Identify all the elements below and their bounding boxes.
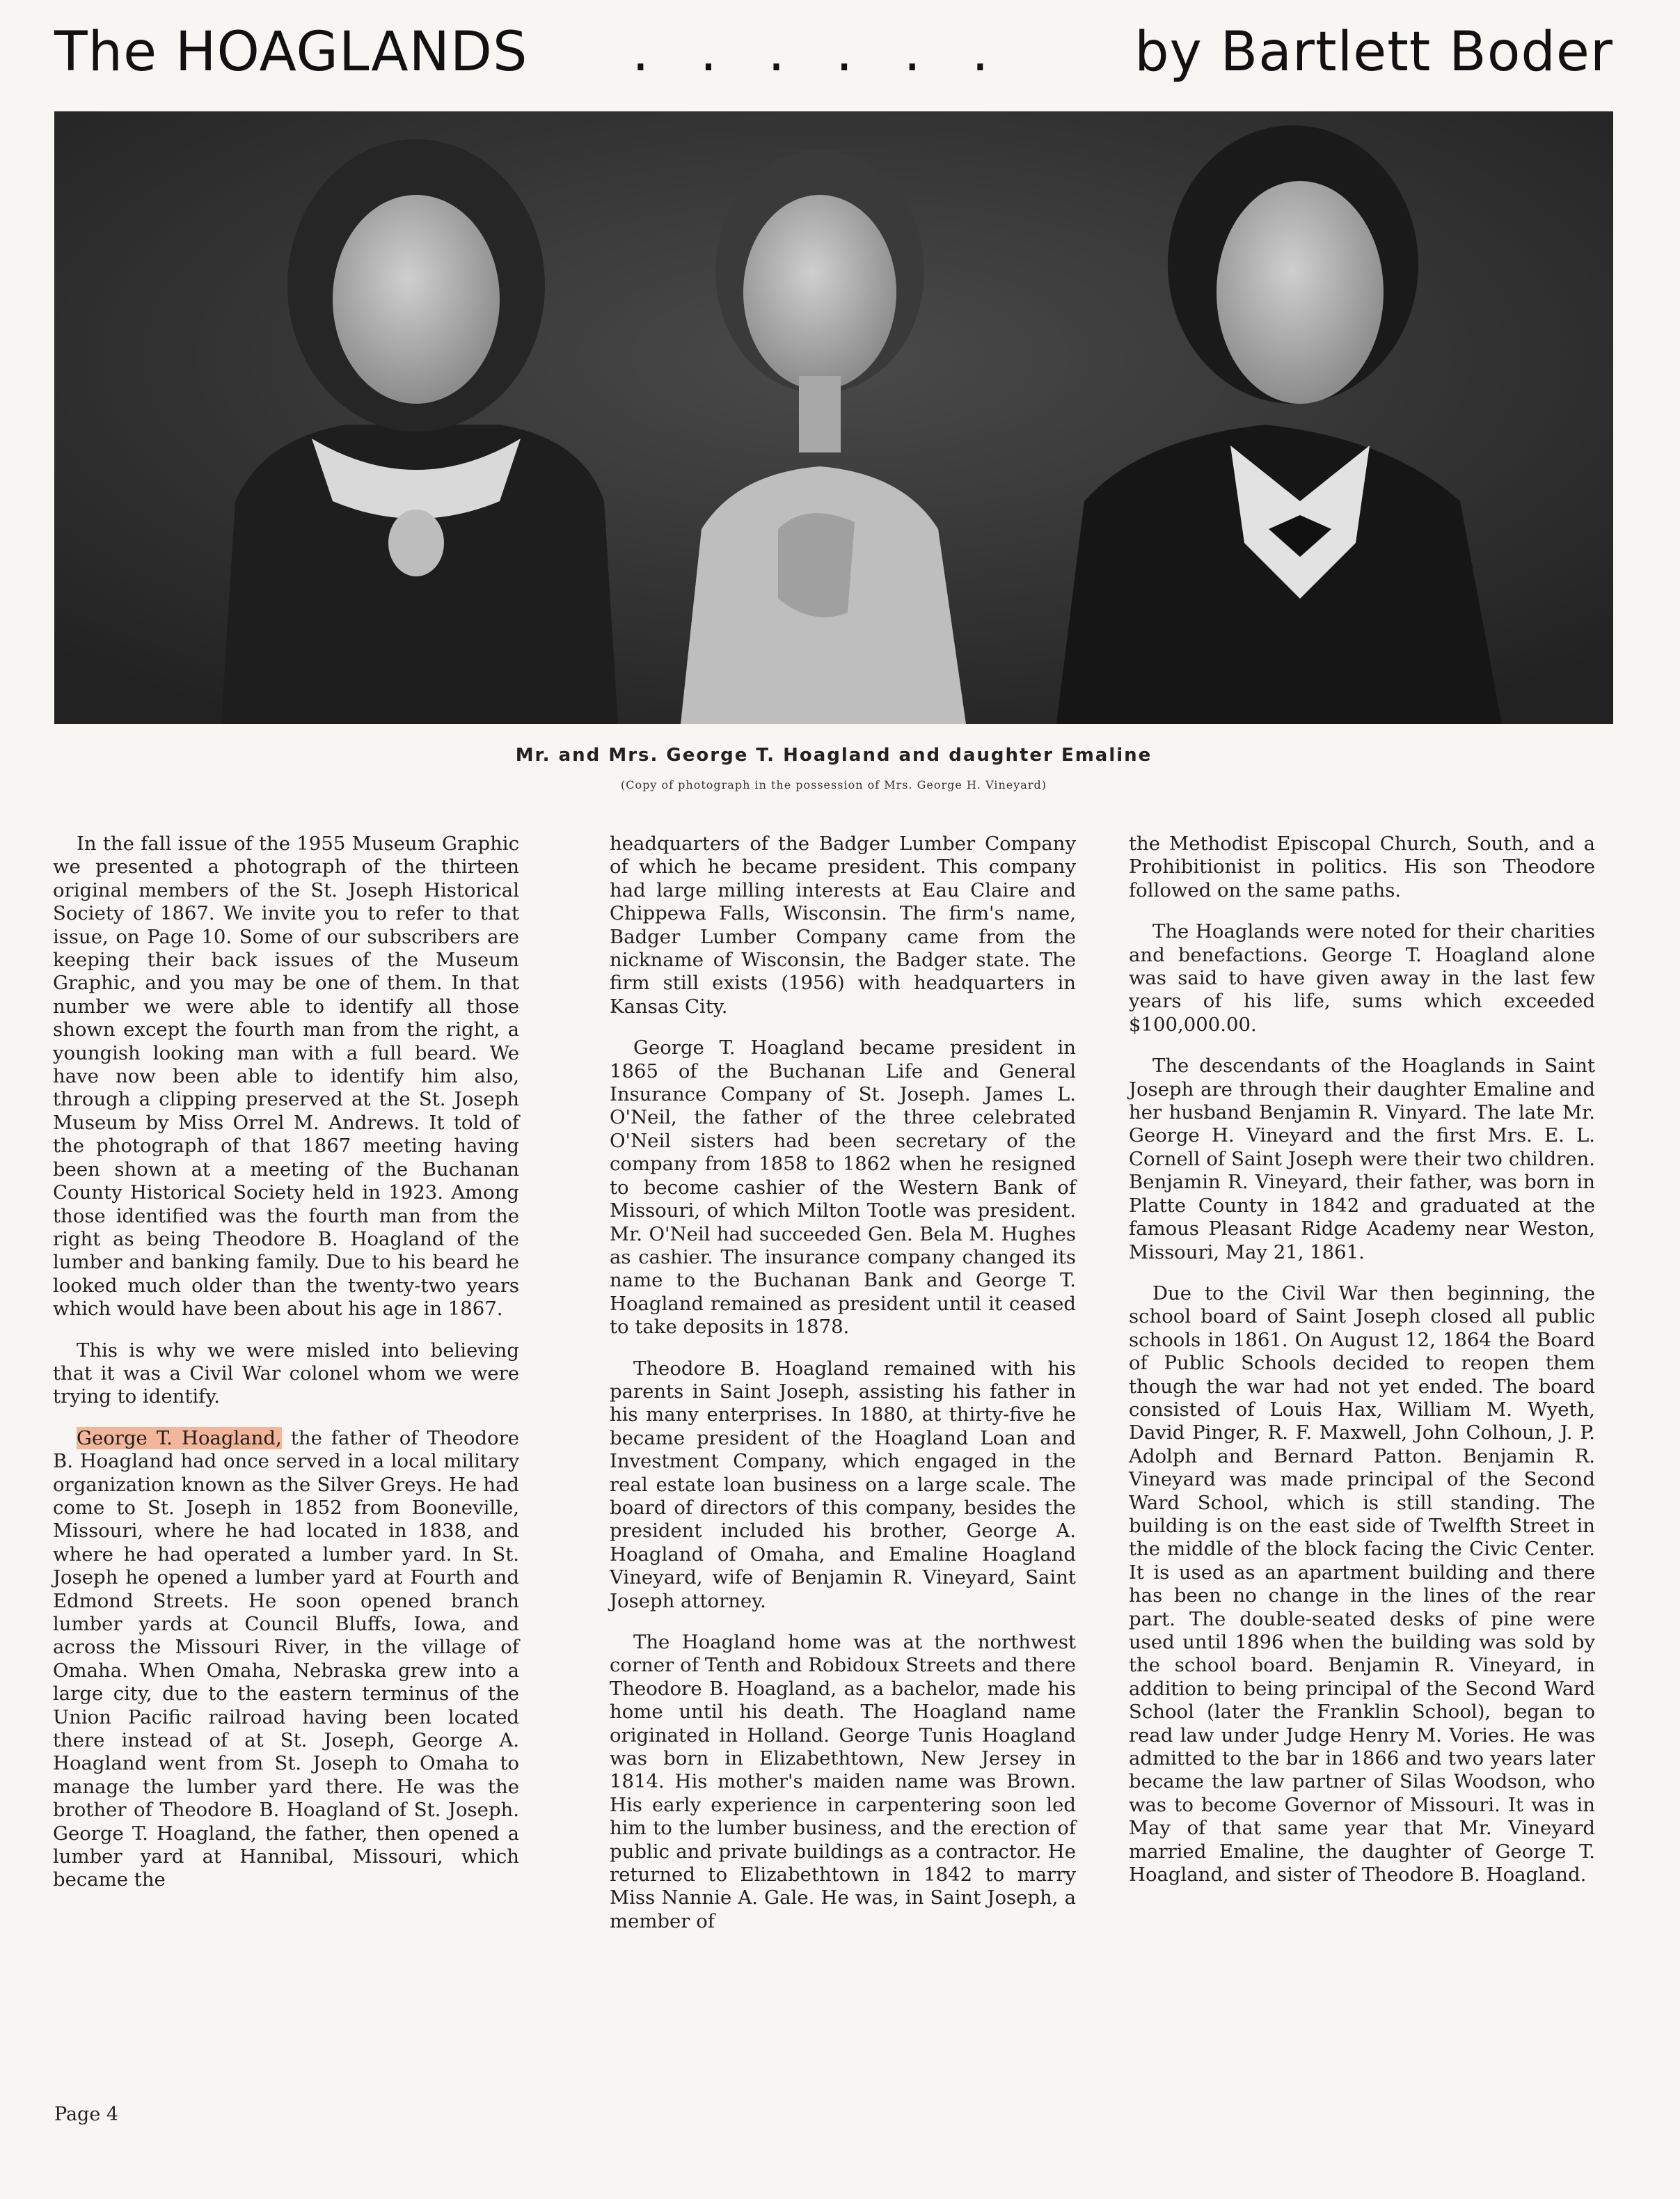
paragraph: The descendants of the Hoaglands in Saint Joseph are through their daughter Emaline and her husband Benjamin R. Vinyard. The late Mr. George H. Vineyard and the first Mrs. E. L. Cornell of Saint Joseph were their two children. Benjamin R. Vineyard, their father, was born in Platte County in 1842 and graduated at the famous Pleasant Ridge Academy near Weston, Missouri, May 21, 1861.: [1129, 1055, 1595, 1263]
author-byline: by Bartlett Boder: [1134, 21, 1613, 84]
title-leader-dots: . . . . . .: [632, 21, 1006, 84]
paragraph: The Hoagland home was at the northwest corner of Tenth and Robidoux Streets and there Theodore B. Hoagland, as a bachelor, made his home until his death. The Hoagland name originated in Holland. George Tunis Hoagland was born in Elizabethtown, New Jersey in 1814. His mother's maiden name was Brown. His early experience in carpentering soon led him to the lumber business, and the erection of public and private buildings as a contractor. He returned to Elizabethtown in 1842 to marry Miss Nannie A. Gale. He was, in Saint Joseph, a member of: [610, 1631, 1076, 1932]
highlighted-name: George T. Hoagland,: [77, 1426, 282, 1449]
photo-credit: (Copy of photograph in the possession of Mrs. George H. Vineyard): [621, 778, 1047, 791]
photo-caption: Mr. and Mrs. George T. Hoagland and daughter Emaline: [515, 745, 1152, 766]
paragraph: George T. Hoagland became president in 1865 of the Buchanan Life and General Insurance Company of St. Joseph. James L. O'Neil, the father of the three celebrated O'Neil sisters had been secretary of the company from 1858 to 1862 when he resigned to become cashier of the Western Bank of Missouri, of which Milton Tootle was president. Mr. O'Neil had succeeded Gen. Bela M. Hughes as cashier. The insurance company changed its name to the Buchanan Bank and George T. Hoagland remained as president until it ceased to take deposits in 1878.: [610, 1037, 1076, 1339]
article-column-2: [610, 833, 1076, 1951]
paragraph: the Methodist Episcopal Church, South, and a Prohibitionist in politics. His son Theodore followed on the same paths.: [1129, 833, 1595, 901]
paragraph: This is why we were misled into believing that it was a Civil War colonel whom we were trying to identify.: [53, 1339, 519, 1408]
family-portrait-photo: [54, 111, 1613, 724]
headline: [54, 21, 1613, 90]
paragraph: In the fall issue of the 1955 Museum Graphic we presented a photograph of the thirteen original members of the St. Joseph Historical Society of 1867. We invite you to refer to that issue, on Page 10. Some of our subscribers are keeping their back issues of the Museum Graphic, and you may be one of them. In that number we were able to identify all those shown except the fourth man from the right, a youngish looking man with a full beard. We have now been able to identify him also, through a clipping preserved at the St. Joseph Museum by Miss Orrel M. Andrews. It told of the photograph of that 1867 meeting having been shown at a meeting of the Buchanan County Historical Society held in 1923. Among those identified was the fourth man from the right as being Theodore B. Hoagland of the lumber and banking family. Due to his beard he looked much older than the twenty-two years which would have been about his age in 1867.: [53, 833, 519, 1321]
article-column-3: [1129, 833, 1595, 1905]
paragraph: The Hoaglands were noted for their charities and benefactions. George T. Hoagland alone was said to have given away in the last few years of his life, sums which exceeded $100,000.00.: [1129, 920, 1595, 1036]
paragraph-text: the father of Theodore B. Hoagland had once served in a local military organization known as the Silver Greys. He had come to St. Joseph in 1852 from Booneville, Missouri, where he had located in 1838, and where he had operated a lumber yard. In St. Joseph he opened a lumber yard at Fourth and Edmond Streets. He soon opened branch lumber yards at Council Bluffs, Iowa, and across the Missouri River, in the village of Omaha. When Omaha, Nebraska grew into a large city, due to the eastern terminus of the Union Pacific railroad having been located there instead of at St. Joseph, George A. Hoagland went from St. Joseph to Omaha to manage the lumber yard there. He was the brother of Theodore B. Hoagland of St. Joseph. George T. Hoagland, the father, then opened a lumber yard at Hannibal, Missouri, which became the: [53, 1426, 519, 1891]
page-number: Page 4: [54, 2104, 119, 2125]
paragraph: Due to the Civil War then beginning, the school board of Saint Joseph closed all public schools in 1861. On August 12, 1864 the Board of Public Schools decided to reopen them though the war had not yet ended. The board consisted of Louis Hax, William M. Wyeth, David Pinger, R. F. Maxwell, John Colhoun, J. P. Adolph and Bernard Patton. Benjamin R. Vineyard was made principal of the Second Ward School, which is still standing. The building is on the east side of Twelfth Street in the middle of the block facing the Civic Center. It is used as an apartment building and there has been no change in the lines of the rear part. The double-seated desks of pine were used until 1896 when the building was sold by the school board. Benjamin R. Vineyard, in addition to being principal of the Second Ward School (later the Franklin School), began to read law under Judge Henry M. Vories. He was admitted to the bar in 1866 and two years later became the law partner of Silas Woodson, who was to become Governor of Missouri. It was in May of that same year that Mr. Vineyard married Emaline, the daughter of George T. Hoagland, and sister of Theodore B. Hoagland.: [1129, 1282, 1595, 1886]
paragraph: Theodore B. Hoagland remained with his parents in Saint Joseph, assisting his father in his many enterprises. In 1880, at thirty-five he became president of the Hoagland Loan and Investment Company, which engaged in the real estate loan business on a large scale. The board of directors of this company, besides the president included his brother, George A. Hoagland of Omaha, and Emaline Hoagland Vineyard, wife of Benjamin R. Vineyard, Saint Joseph attorney.: [610, 1357, 1076, 1612]
portrait-illustration: [54, 111, 1613, 724]
article-title: The HOAGLANDS: [54, 21, 528, 84]
paragraph: [53, 1427, 519, 1892]
paragraph: headquarters of the Badger Lumber Company of which he became president. This company had large milling interests at Eau Claire and Chippewa Falls, Wisconsin. The firm's name, Badger Lumber Company came from the nickname of Wisconsin, the Badger state. The firm still exists (1956) with headquarters in Kansas City.: [610, 833, 1076, 1018]
article-column-1: [53, 833, 519, 1910]
